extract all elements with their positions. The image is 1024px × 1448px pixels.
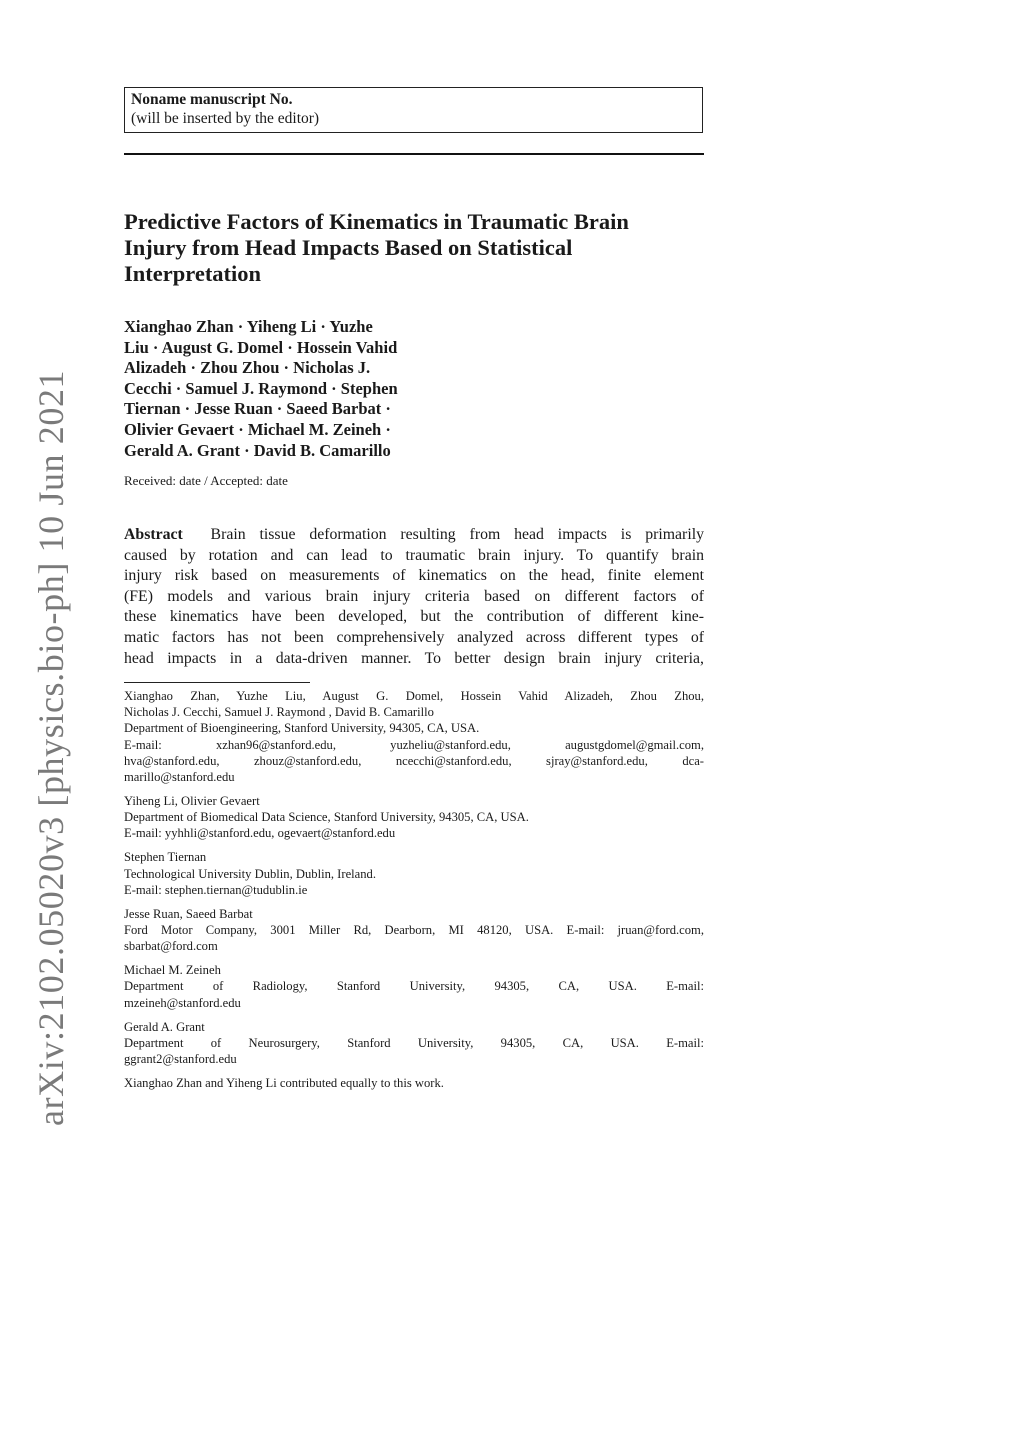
author-line: Olivier Gevaert · Michael M. Zeineh · [124, 419, 391, 439]
footnote-line: Department of Bioengineering, Stanford University, 94305, CA, USA. [124, 721, 480, 736]
received-date: Received: date / Accepted: date [124, 473, 288, 488]
abstract-line: these kinematics have been developed, but the contribution of different kine- [124, 608, 704, 626]
footnote-line: Department of Neurosurgery, Stanford University, 94305, CA, USA. E-mail: [124, 1035, 704, 1050]
footnote-line: Nicholas J. Cecchi, Samuel J. Raymond , David B. Camarillo [124, 705, 434, 720]
footnote-affiliation-neurosurgery [124, 1019, 704, 1068]
footnote-affiliation-biomedical-data-science [124, 793, 704, 842]
manuscript-number-box [124, 87, 703, 133]
title-line: Injury from Head Impacts Based on Statistical [124, 235, 573, 260]
footnote-email-line: E-mail: xzhan96@stanford.edu, yuzheliu@stanford.edu, augustgdomel@gmail.com, [124, 737, 704, 752]
footnote-line: Ford Motor Company, 3001 Miller Rd, Dearborn, MI 48120, USA. E-mail: jruan@ford.com, [124, 923, 704, 938]
abstract [124, 525, 704, 669]
footnote-equal-contribution [124, 1075, 704, 1091]
footnote-email-line: ggrant2@stanford.edu [124, 1052, 237, 1067]
footnote-line: Yiheng Li, Olivier Gevaert [124, 794, 260, 809]
abstract-text: Brain tissue deformation resulting from head impacts is primarily [210, 526, 704, 543]
title-line: Predictive Factors of Kinematics in Traumatic Brain [124, 209, 629, 234]
header-rule [124, 153, 704, 155]
footnote-affiliation-bioengineering [124, 688, 704, 785]
footnote-line: Department of Biomedical Data Science, Stanford University, 94305, CA, USA. [124, 810, 529, 825]
footnote-line: Xianghao Zhan and Yiheng Li contributed equally to this work. [124, 1076, 444, 1091]
footnote-line: Gerald A. Grant [124, 1019, 205, 1034]
abstract-line: (FE) models and various brain injury criteria based on different factors of [124, 587, 704, 605]
footnote-line: Jesse Ruan, Saeed Barbat [124, 906, 253, 921]
affiliation-footnotes [124, 688, 704, 1099]
author-line: Liu · August G. Domel · Hossein Vahid [124, 337, 398, 357]
footnote-affiliation-ford [124, 906, 704, 955]
footnote-email-line: sbarbat@ford.com [124, 939, 218, 954]
arxiv-identifier-stamp: arXiv:2102.05020v3 [physics.bio-ph] 10 Jun 2021 [31, 369, 71, 1126]
abstract-line: matic factors has not been comprehensively analyzed across different types of [124, 628, 704, 646]
author-list [124, 317, 504, 461]
footnote-line: Technological University Dublin, Dublin, Ireland. [124, 866, 376, 881]
footnote-affiliation-tu-dublin [124, 849, 704, 898]
footnote-email-line: hva@stanford.edu, zhouz@stanford.edu, ncecchi@stanford.edu, sjray@stanford.edu, dca- [124, 753, 704, 768]
abstract-first-line [124, 525, 704, 546]
paper-title [124, 209, 714, 287]
editor-note: (will be inserted by the editor) [131, 110, 320, 127]
abstract-line: injury risk based on measurements of kinematics on the head, finite element [124, 567, 704, 585]
abstract-label: Abstract [124, 526, 183, 543]
author-line: Xianghao Zhan · Yiheng Li · Yuzhe [124, 317, 373, 336]
footnote-rule [124, 682, 310, 683]
footnote-line: Michael M. Zeineh [124, 963, 221, 978]
abstract-line: head impacts in a data-driven manner. To better design brain injury criteria, [124, 649, 704, 667]
title-line: Interpretation [124, 261, 262, 286]
footnote-line: Stephen Tiernan [124, 850, 207, 865]
author-line: Cecchi · Samuel J. Raymond · Stephen [124, 378, 398, 398]
footnote-email-line: E-mail: yyhhli@stanford.edu, ogevaert@stanford.edu [124, 826, 396, 841]
footnote-line: Xianghao Zhan, Yuzhe Liu, August G. Domel, Hossein Vahid Alizadeh, Zhou Zhou, [124, 689, 704, 703]
author-line: Alizadeh · Zhou Zhou · Nicholas J. [124, 358, 371, 378]
footnote-email-line: E-mail: stephen.tiernan@tudublin.ie [124, 882, 308, 897]
author-line: Tiernan · Jesse Ruan · Saeed Barbat · [124, 399, 391, 419]
author-line: Gerald A. Grant · David B. Camarillo [124, 440, 391, 460]
abstract-line: caused by rotation and can lead to traumatic brain injury. To quantify brain [124, 546, 704, 564]
footnote-email-line: marillo@stanford.edu [124, 770, 235, 785]
footnote-email-line: mzeineh@stanford.edu [124, 995, 241, 1010]
manuscript-label: Noname manuscript No. [131, 91, 293, 108]
footnote-affiliation-radiology [124, 962, 704, 1011]
footnote-line: Department of Radiology, Stanford University, 94305, CA, USA. E-mail: [124, 979, 704, 994]
